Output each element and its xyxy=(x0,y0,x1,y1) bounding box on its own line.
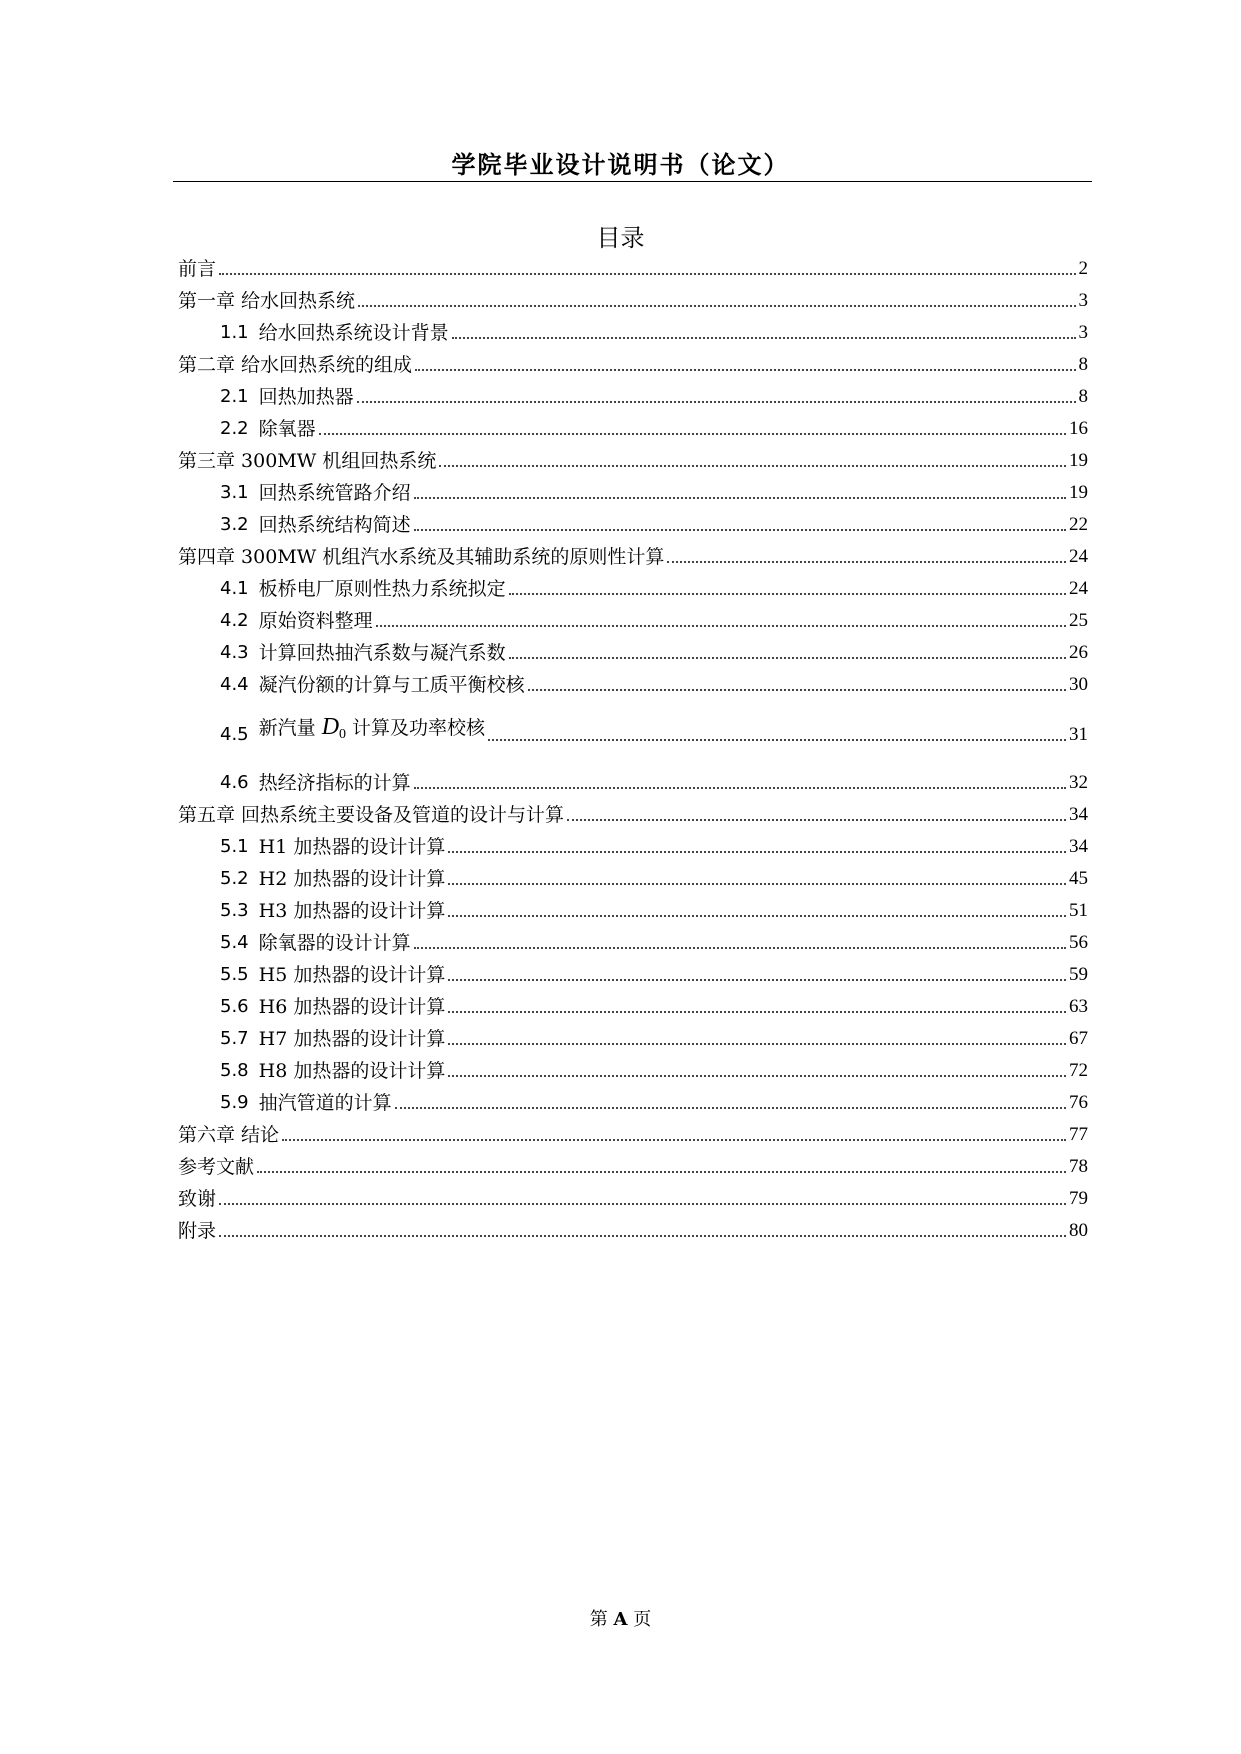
toc-entry-chapter-5[interactable] xyxy=(178,796,1088,826)
toc-entry-page: 8 xyxy=(1078,386,1088,407)
toc-entry-page: 19 xyxy=(1069,450,1088,471)
dot-leader xyxy=(219,273,1075,275)
toc-entry-page: 22 xyxy=(1069,514,1088,535)
toc-entry-number: 1.1 xyxy=(220,322,249,343)
toc-entry-4-4[interactable] xyxy=(220,666,1088,696)
dot-leader xyxy=(414,497,1066,499)
dot-leader xyxy=(257,1171,1066,1173)
toc-entry-appendix[interactable] xyxy=(178,1212,1088,1242)
toc-entry-page: 63 xyxy=(1069,996,1088,1017)
toc-entry-number: 5.3 xyxy=(220,900,249,921)
toc-entry-4-6[interactable] xyxy=(220,764,1088,794)
toc-entry-page: 59 xyxy=(1069,964,1088,985)
toc-title: 目录 xyxy=(596,224,645,252)
toc-entry-label: 参考文献 xyxy=(178,1156,255,1178)
dot-leader xyxy=(488,739,1066,741)
toc-entry-chapter-4[interactable] xyxy=(178,538,1088,568)
math-subscript: 0 xyxy=(339,727,347,742)
toc-entry-number: 4.4 xyxy=(220,674,249,695)
toc-entry-label: H7 加热器的设计计算 xyxy=(258,1028,446,1050)
toc-entry-preface[interactable] xyxy=(178,250,1088,280)
toc-entry-number: 5.8 xyxy=(220,1060,249,1081)
toc-entry-page: 34 xyxy=(1069,804,1088,825)
toc-entry-5-1[interactable] xyxy=(220,828,1088,858)
toc-entry-page: 67 xyxy=(1069,1028,1088,1049)
toc-entry-label: H6 加热器的设计计算 xyxy=(258,996,446,1018)
toc-entry-page: 26 xyxy=(1069,642,1088,663)
dot-leader xyxy=(448,1043,1066,1045)
toc-entry-label: 除氧器的设计计算 xyxy=(258,932,411,954)
toc-entry-page: 25 xyxy=(1069,610,1088,631)
toc-entry-page: 51 xyxy=(1069,900,1088,921)
toc-entry-label: 回热加热器 xyxy=(258,386,354,408)
toc-entry-page: 78 xyxy=(1069,1156,1088,1177)
toc-entry-label: 第五章 回热系统主要设备及管道的设计与计算 xyxy=(178,804,565,826)
toc-entry-number: 2.2 xyxy=(220,418,249,439)
dot-leader xyxy=(414,947,1066,949)
toc-entry-label-pre: 新汽量 xyxy=(258,717,316,739)
toc-entry-label: 附录 xyxy=(178,1220,217,1242)
toc-entry-1-1[interactable] xyxy=(220,314,1088,344)
toc-entry-number: 4.1 xyxy=(220,578,249,599)
dot-leader xyxy=(452,337,1076,339)
header-rule xyxy=(173,181,1092,182)
dot-leader xyxy=(414,529,1066,531)
dot-leader xyxy=(414,787,1066,789)
toc-entry-number: 5.7 xyxy=(220,1028,249,1049)
toc-entry-number: 5.4 xyxy=(220,932,249,953)
toc-entry-number: 4.2 xyxy=(220,610,249,631)
toc-entry-page: 24 xyxy=(1069,546,1088,567)
toc-entry-label: H1 加热器的设计计算 xyxy=(258,836,446,858)
toc-entry-page: 24 xyxy=(1069,578,1088,599)
dot-leader xyxy=(219,1235,1066,1237)
toc-entry-page: 32 xyxy=(1069,772,1088,793)
toc-entry-number: 5.1 xyxy=(220,836,249,857)
dot-leader xyxy=(376,625,1066,627)
dot-leader xyxy=(448,851,1066,853)
dot-leader xyxy=(528,689,1066,691)
toc-entry-label: 计算回热抽汽系数与凝汽系数 xyxy=(258,642,506,664)
toc-entry-page: 30 xyxy=(1069,674,1088,695)
footer-page-prefix: 第 xyxy=(589,1609,608,1630)
toc-entry-references[interactable] xyxy=(178,1148,1088,1178)
toc-entry-5-2[interactable] xyxy=(220,860,1088,890)
toc-entry-number: 4.5 xyxy=(220,724,249,745)
toc-entry-page: 3 xyxy=(1078,290,1088,311)
toc-entry-5-6[interactable] xyxy=(220,988,1088,1018)
toc-entry-label: H2 加热器的设计计算 xyxy=(258,868,446,890)
footer-page-number: A xyxy=(613,1609,628,1630)
toc-entry-page: 76 xyxy=(1069,1092,1088,1113)
toc-entry-number: 5.5 xyxy=(220,964,249,985)
toc-entry-number: 5.9 xyxy=(220,1092,249,1113)
toc-entry-number: 3.2 xyxy=(220,514,249,535)
dot-leader xyxy=(319,433,1066,435)
toc-entry-page: 56 xyxy=(1069,932,1088,953)
toc-entry-page: 77 xyxy=(1069,1124,1088,1145)
dot-leader xyxy=(448,883,1066,885)
dot-leader xyxy=(415,369,1075,371)
dot-leader xyxy=(448,1011,1066,1013)
footer-page-suffix: 页 xyxy=(633,1609,652,1630)
toc-entry-5-9[interactable] xyxy=(220,1084,1088,1114)
toc-entry-5-7[interactable] xyxy=(220,1020,1088,1050)
toc-entry-number: 4.6 xyxy=(220,772,249,793)
toc-entry-3-1[interactable] xyxy=(220,474,1088,504)
toc-entry-page: 16 xyxy=(1069,418,1088,439)
toc-entry-page: 3 xyxy=(1078,322,1088,343)
math-variable: D xyxy=(321,714,340,740)
toc-entry-label: H8 加热器的设计计算 xyxy=(258,1060,446,1082)
toc-entry-chapter-3[interactable] xyxy=(178,442,1088,472)
toc-entry-number: 2.1 xyxy=(220,386,249,407)
toc-entry-label: 第四章 300MW 机组汽水系统及其辅助系统的原则性计算 xyxy=(178,546,665,568)
toc-entry-5-4[interactable] xyxy=(220,924,1088,954)
toc-entry-number: 5.6 xyxy=(220,996,249,1017)
toc-entry-page: 8 xyxy=(1078,354,1088,375)
dot-leader xyxy=(448,979,1066,981)
toc-entry-label: 前言 xyxy=(178,258,217,280)
toc-entry-5-5[interactable] xyxy=(220,956,1088,986)
toc-entry-chapter-6[interactable] xyxy=(178,1116,1088,1146)
toc-entry-number: 3.1 xyxy=(220,482,249,503)
dot-leader xyxy=(667,561,1066,563)
toc-entry-acknowledgements[interactable] xyxy=(178,1180,1088,1210)
toc-entry-page: 72 xyxy=(1069,1060,1088,1081)
page-footer xyxy=(0,1605,1241,1631)
dot-leader xyxy=(567,819,1066,821)
dot-leader xyxy=(395,1107,1066,1109)
toc-entry-5-3[interactable] xyxy=(220,892,1088,922)
toc-entry-5-8[interactable] xyxy=(220,1052,1088,1082)
toc-entry-chapter-1[interactable] xyxy=(178,282,1088,312)
toc-entry-page: 34 xyxy=(1069,836,1088,857)
toc-entry-page: 31 xyxy=(1069,724,1088,745)
toc-entry-label-post: 计算及功率校核 xyxy=(352,717,486,739)
toc-entry-label: 凝汽份额的计算与工质平衡校核 xyxy=(258,674,525,696)
toc-entry-label: 第六章 结论 xyxy=(178,1124,280,1146)
toc-entry-label: H5 加热器的设计计算 xyxy=(258,964,446,986)
toc-entry-page: 45 xyxy=(1069,868,1088,889)
toc-entry-label: 板桥电厂原则性热力系统拟定 xyxy=(258,578,506,600)
toc-entry-page: 80 xyxy=(1069,1220,1088,1241)
toc-entry-label: 原始资料整理 xyxy=(258,610,373,632)
dot-leader xyxy=(509,657,1066,659)
dot-leader xyxy=(509,593,1066,595)
toc-entry-4-1[interactable] xyxy=(220,570,1088,600)
toc-entry-number: 5.2 xyxy=(220,868,249,889)
toc-entry-chapter-2[interactable] xyxy=(178,346,1088,376)
toc-entry-4-5[interactable] xyxy=(220,710,1088,746)
toc-entry-label: 回热系统结构简述 xyxy=(258,514,411,536)
dot-leader xyxy=(448,915,1066,917)
dot-leader xyxy=(219,1203,1066,1205)
toc-entry-3-2[interactable] xyxy=(220,506,1088,536)
toc-entry-4-3[interactable] xyxy=(220,634,1088,664)
toc-entry-label: H3 加热器的设计计算 xyxy=(258,900,446,922)
toc-entry-label: 第二章 给水回热系统的组成 xyxy=(178,354,413,376)
toc-entry-label: 第三章 300MW 机组回热系统 xyxy=(178,450,437,472)
dot-leader xyxy=(448,1075,1066,1077)
toc-entry-number: 4.3 xyxy=(220,642,249,663)
toc-entry-label: 第一章 给水回热系统 xyxy=(178,290,356,312)
toc-entry-label: 热经济指标的计算 xyxy=(258,772,411,794)
dot-leader xyxy=(358,305,1075,307)
page-header-title: 学院毕业设计说明书（论文） xyxy=(451,151,790,179)
dot-leader xyxy=(282,1139,1066,1141)
toc-entry-label: 抽汽管道的计算 xyxy=(258,1092,392,1114)
toc-entry-page: 2 xyxy=(1078,258,1088,279)
toc-entry-page: 79 xyxy=(1069,1188,1088,1209)
toc-entry-label: 给水回热系统设计背景 xyxy=(258,322,449,344)
toc-entry-label: 回热系统管路介绍 xyxy=(258,482,411,504)
toc-entry-label xyxy=(259,716,485,746)
dot-leader xyxy=(357,401,1076,403)
toc-entry-label: 除氧器 xyxy=(258,418,316,440)
toc-entry-label: 致谢 xyxy=(178,1188,217,1210)
toc-entry-page: 19 xyxy=(1069,482,1088,503)
toc-entry-4-2[interactable] xyxy=(220,602,1088,632)
toc-entry-2-1[interactable] xyxy=(220,378,1088,408)
toc-entry-2-2[interactable] xyxy=(220,410,1088,440)
dot-leader xyxy=(439,465,1066,467)
